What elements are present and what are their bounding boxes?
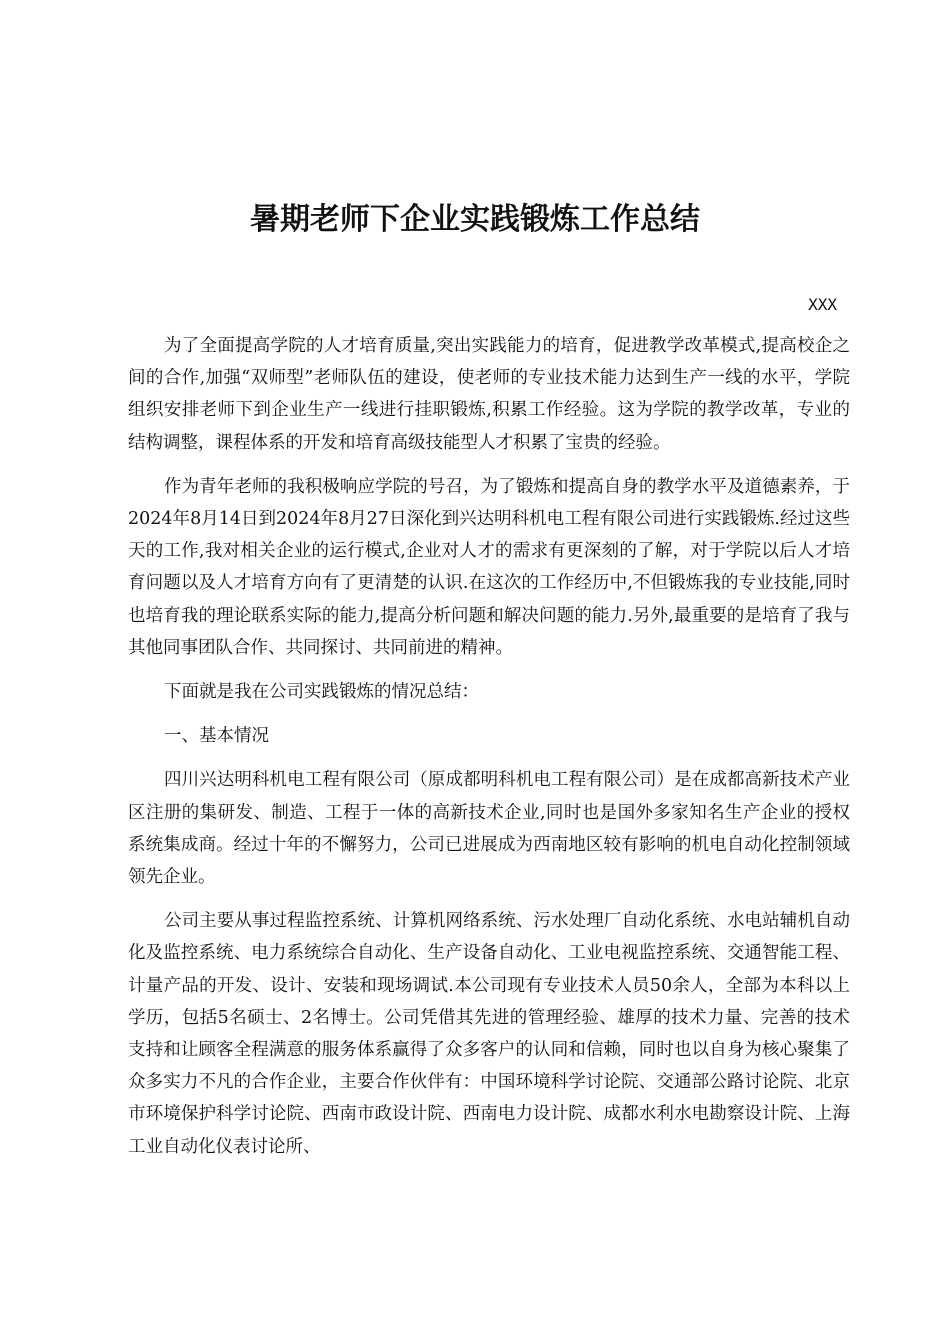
section-heading-basic-info: 一、基本情况	[164, 726, 269, 747]
paragraph-personal: 作为青年老师的我积极响应学院的号召，为了锻炼和提高自身的教学水平及道德素养，于2024年8月14日到2024年8月27日深化到兴达明科机电工程有限公司进行实践锻炼.经过这些天的工作,我对相关企业的运行模式,企业对人才的需求有更深刻的了解，对于学院以后人才培育问题以及人才培育方向有了更清楚的认识.在这次的工作经历中,不但锻炼我的专业技能,同时也培育我的理论联系实际的能力,提高分析问题和解决问题的能力.另外,最重要的是培育了我与其他同事团队合作、共同探讨、共同前进的精神。	[128, 476, 850, 658]
document-author: XXX	[808, 295, 837, 314]
paragraph-summary-lead: 下面就是我在公司实践锻炼的情况总结：	[164, 682, 479, 703]
paragraph-company-intro: 四川兴达明科机电工程有限公司（原成都明科机电工程有限公司）是在成都高新技术产业区注册的集研发、制造、工程于一体的高新技术企业,同时也是国外多家知名生产企业的授权系统集成商。经过十年的不懈努力，公司已进展成为西南地区较有影响的机电自动化控制领域领先企业。	[128, 770, 850, 888]
paragraph-intro: 为了全面提高学院的人才培育质量,突出实践能力的培育，促进教学改革模式,提高校企之间的合作,加强“双师型”老师队伍的建设，使老师的专业技术能力达到生产一线的水平，学院组织安排老师下到企业生产一线进行挂职锻炼,积累工作经验。这为学院的教学改革，专业的结构调整，课程体系的开发和培育高级技能型人才积累了宝贵的经验。	[128, 336, 850, 453]
document-body	[128, 330, 850, 1175]
paragraph-company-business: 公司主要从事过程监控系统、计算机网络系统、污水处理厂自动化系统、水电站辅机自动化及监控系统、电力系统综合自动化、生产设备自动化、工业电视监控系统、交通智能工程、计量产品的开发、设计、安装和现场调试.本公司现有专业技术人员50余人，全部为本科以上学历，包括5名硕士、2名博士。公司凭借其先进的管理经验、雄厚的技术力量、完善的技术支持和让顾客全程满意的服务体系赢得了众多客户的认同和信赖，同时也以自身为核心聚集了众多实力不凡的合作企业，主要合作伙伴有：中国环境科学讨论院、交通部公路讨论院、北京市环境保护科学讨论院、西南市政设计院、西南电力设计院、成都水利水电勘察设计院、上海工业自动化仪表讨论所、	[128, 911, 850, 1157]
document-title: 暑期老师下企业实践锻炼工作总结	[250, 202, 700, 237]
